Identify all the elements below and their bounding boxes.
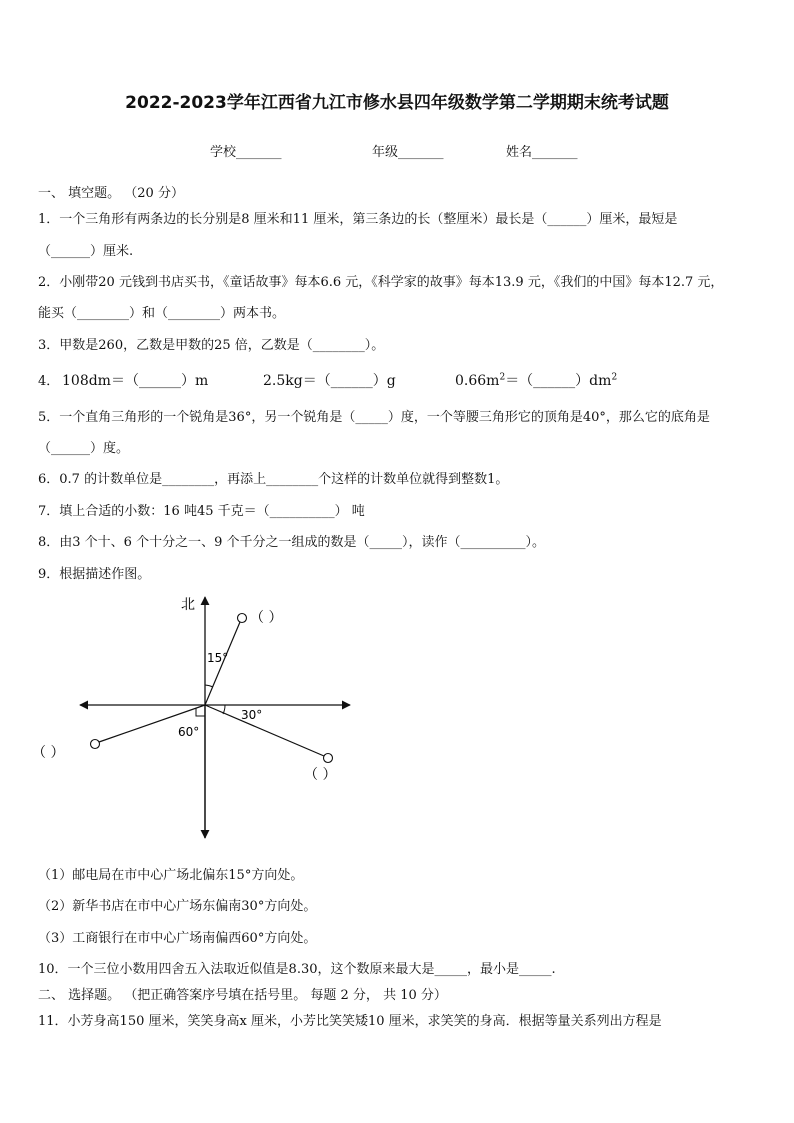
question-4-c-pre: 0.66m xyxy=(455,373,500,389)
question-1-line-2: （______）厘米. xyxy=(38,244,134,259)
question-9: 9．根据描述作图。 xyxy=(38,567,151,582)
angle-arc-15 xyxy=(205,685,213,687)
question-4-part-a: 108dm＝（______）m xyxy=(62,373,209,389)
question-3: 3．甲数是260，乙数是甲数的25 倍，乙数是（________）。 xyxy=(38,338,385,353)
question-4-part-c xyxy=(455,370,617,390)
ray-south-east xyxy=(205,705,324,756)
question-5-line-2: （______）度。 xyxy=(38,441,130,456)
question-9-part-3: （3）工商银行在市中心广场南偏西60°方向处。 xyxy=(38,931,317,946)
question-4-c-sup2: 2 xyxy=(611,372,618,383)
school-field: 学校_______ xyxy=(210,145,282,160)
grade-field: 年级_______ xyxy=(372,145,444,160)
blank-ne: （ ） xyxy=(250,610,283,626)
question-5-line-1: 5．一个直角三角形的一个锐角是36°，另一个锐角是（_____）度，一个等腰三角形它的顶角是40°，那么它的底角是 xyxy=(38,410,710,425)
angle-label-15: 15° xyxy=(207,651,229,665)
blank-sw: （ ） xyxy=(32,745,65,761)
page-title: 2022-2023学年江西省九江市修水县四年级数学第二学期期末统考试题 xyxy=(125,93,669,113)
question-7: 7．填上合适的小数：16 吨45 千克＝（__________） 吨 xyxy=(38,504,365,519)
angle-arc-30 xyxy=(223,705,225,714)
question-9-part-2: （2）新华书店在市中心广场东偏南30°方向处。 xyxy=(38,899,317,914)
question-1-line-1: 1．一个三角形有两条边的长分别是8 厘米和11 厘米，第三条边的长（整厘米）最长是（______）厘米，最短是 xyxy=(38,212,678,227)
question-11: 11．小芳身高150 厘米，笑笑身高x 厘米，小芳比笑笑矮10 厘米，求笑笑的身高．根据等量关系列出方程是 xyxy=(38,1014,662,1029)
question-2-line-1: 2．小刚带20 元钱到书店买书，《童话故事》每本6.6 元，《科学家的故事》每本13.9 元，《我们的中国》每本12.7 元， xyxy=(38,275,724,290)
question-4-part-b: 2.5kg＝（______）g xyxy=(263,373,396,389)
section-1-heading: 一、 填空题。 （20 分） xyxy=(38,186,184,201)
question-9-part-1: （1）邮电局在市中心广场北偏东15°方向处。 xyxy=(38,868,304,883)
name-field: 姓名_______ xyxy=(506,145,578,160)
compass-diagram xyxy=(0,585,794,845)
question-10: 10．一个三位小数用四舍五入法取近似值是8.30，这个数原来最大是_____，最小是_____. xyxy=(38,962,556,977)
section-2-heading: 二、 选择题。 （把正确答案序号填在括号里。 每题 2 分， 共 10 分） xyxy=(38,988,447,1003)
question-4-c-mid: ＝（______）dm xyxy=(505,373,612,389)
angle-label-60: 60° xyxy=(178,725,200,739)
question-6: 6．0.7 的计数单位是________，再添上________个这样的计数单位就得到整数1。 xyxy=(38,472,509,487)
question-4-c-sup: 2 xyxy=(499,372,506,383)
question-8: 8．由3 个十、6 个十分之一、9 个千分之一组成的数是（_____），读作（__________）。 xyxy=(38,535,545,550)
angle-mark-60 xyxy=(196,708,205,716)
question-2-line-2: 能买（________）和（________）两本书。 xyxy=(38,306,286,321)
north-label: 北 xyxy=(181,597,195,613)
question-4-number: 4． xyxy=(38,374,60,389)
angle-label-30: 30° xyxy=(241,708,263,722)
point-se-marker xyxy=(324,754,333,763)
blank-se: （ ） xyxy=(304,767,337,783)
point-ne-marker xyxy=(238,614,247,623)
point-sw-marker xyxy=(91,740,100,749)
